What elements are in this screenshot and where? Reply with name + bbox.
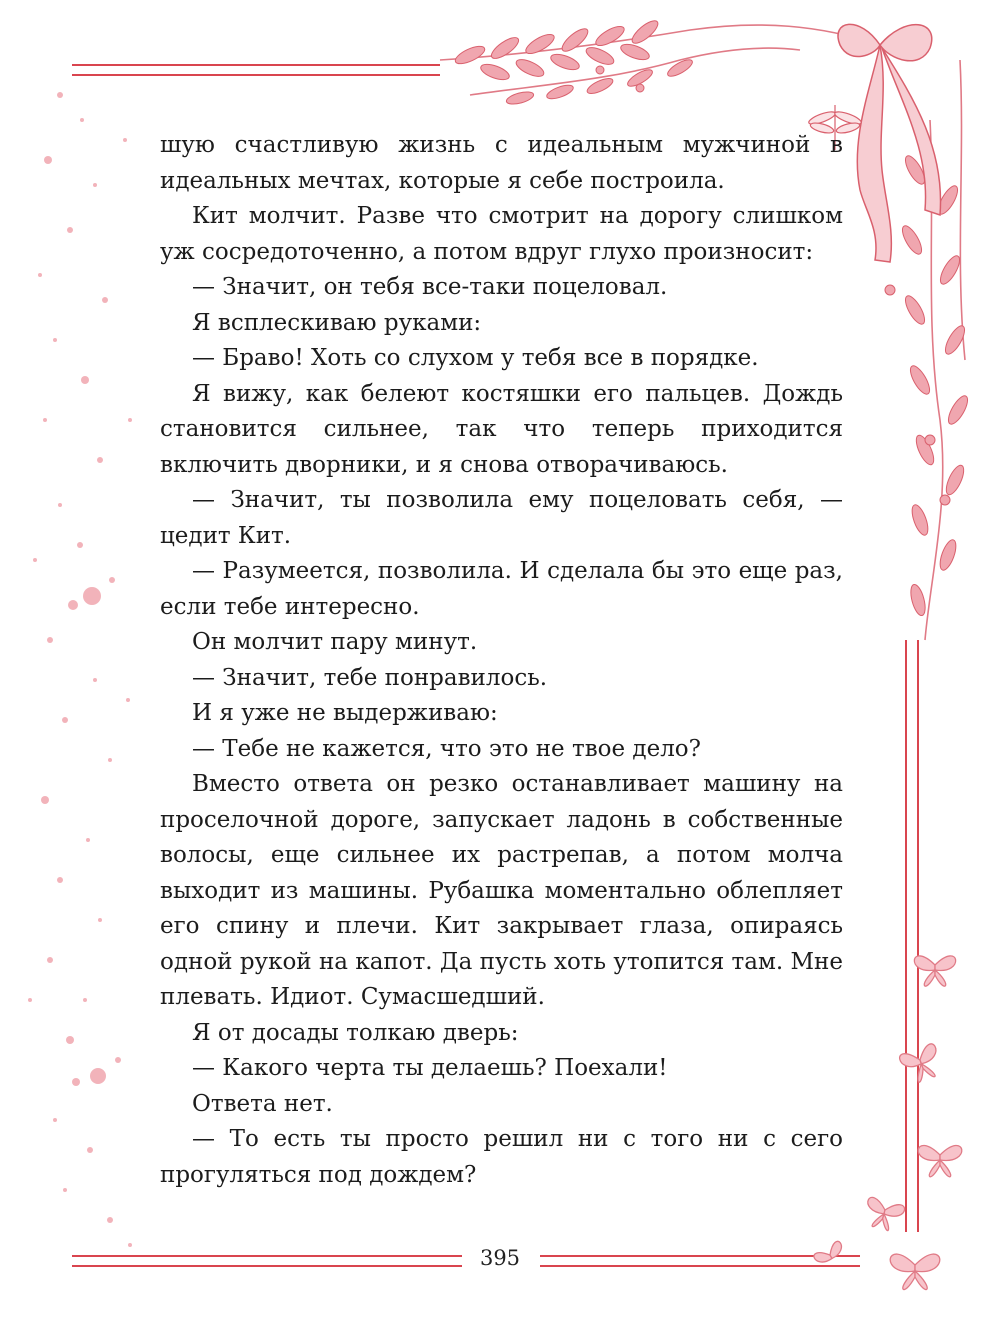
paragraph: — Значит, ты позволила ему поцеловать себя, — цедит Кит. bbox=[160, 487, 843, 549]
paragraph: Я от досады толкаю дверь: bbox=[192, 1019, 519, 1046]
paragraph: И я уже не выдерживаю: bbox=[192, 700, 498, 726]
paragraph: Я всплескиваю руками: bbox=[192, 309, 482, 336]
paragraph: шую счастливую жизнь с идеальным мужчиной в идеальных мечтах, которые я себе построила. bbox=[160, 132, 843, 194]
paragraph: Вместо ответа он резко останавливает машину на проселочной дороге, запускает ладонь в собственные волосы, еще сильнее их растрепав, а потом молча выходит из машины. Рубашка моментально облепляет его спину и плечи. Кит закрывает глаза, опираясь одной рукой на капот. Да пусть хоть утопится там. Мне плевать. Идиот. Сумасшедший. bbox=[160, 771, 843, 1010]
paragraph: — Разумеется, позволила. И сделала бы это еще раз, если тебе интересно. bbox=[160, 558, 843, 620]
paragraph: Он молчит пару минут. bbox=[192, 629, 478, 655]
page-body bbox=[160, 128, 843, 1193]
page-number: 395 bbox=[479, 1246, 521, 1270]
paragraph: Я вижу, как белеют костяшки его пальцев. Дождь становится сильнее, так что теперь приходится включить дворники, и я снова отворачиваюсь. bbox=[160, 380, 843, 478]
paragraph: — Какого черта ты делаешь? Поехали! bbox=[192, 1055, 668, 1081]
paragraph: — То есть ты просто решил ни с того ни с сего прогуляться под дождем? bbox=[160, 1126, 843, 1188]
paragraph: Ответа нет. bbox=[192, 1090, 333, 1117]
paragraph: — Значит, он тебя все-таки поцеловал. bbox=[192, 274, 668, 300]
paragraph: — Тебе не кажется, что это не твое дело? bbox=[192, 735, 701, 762]
paragraph: — Браво! Хоть со слухом у тебя все в порядке. bbox=[192, 345, 759, 371]
paragraph: — Значит, тебе понравилось. bbox=[192, 664, 548, 691]
paragraph: Кит молчит. Разве что смотрит на дорогу слишком уж сосредоточенно, а потом вдруг глухо произносит: bbox=[160, 203, 843, 265]
